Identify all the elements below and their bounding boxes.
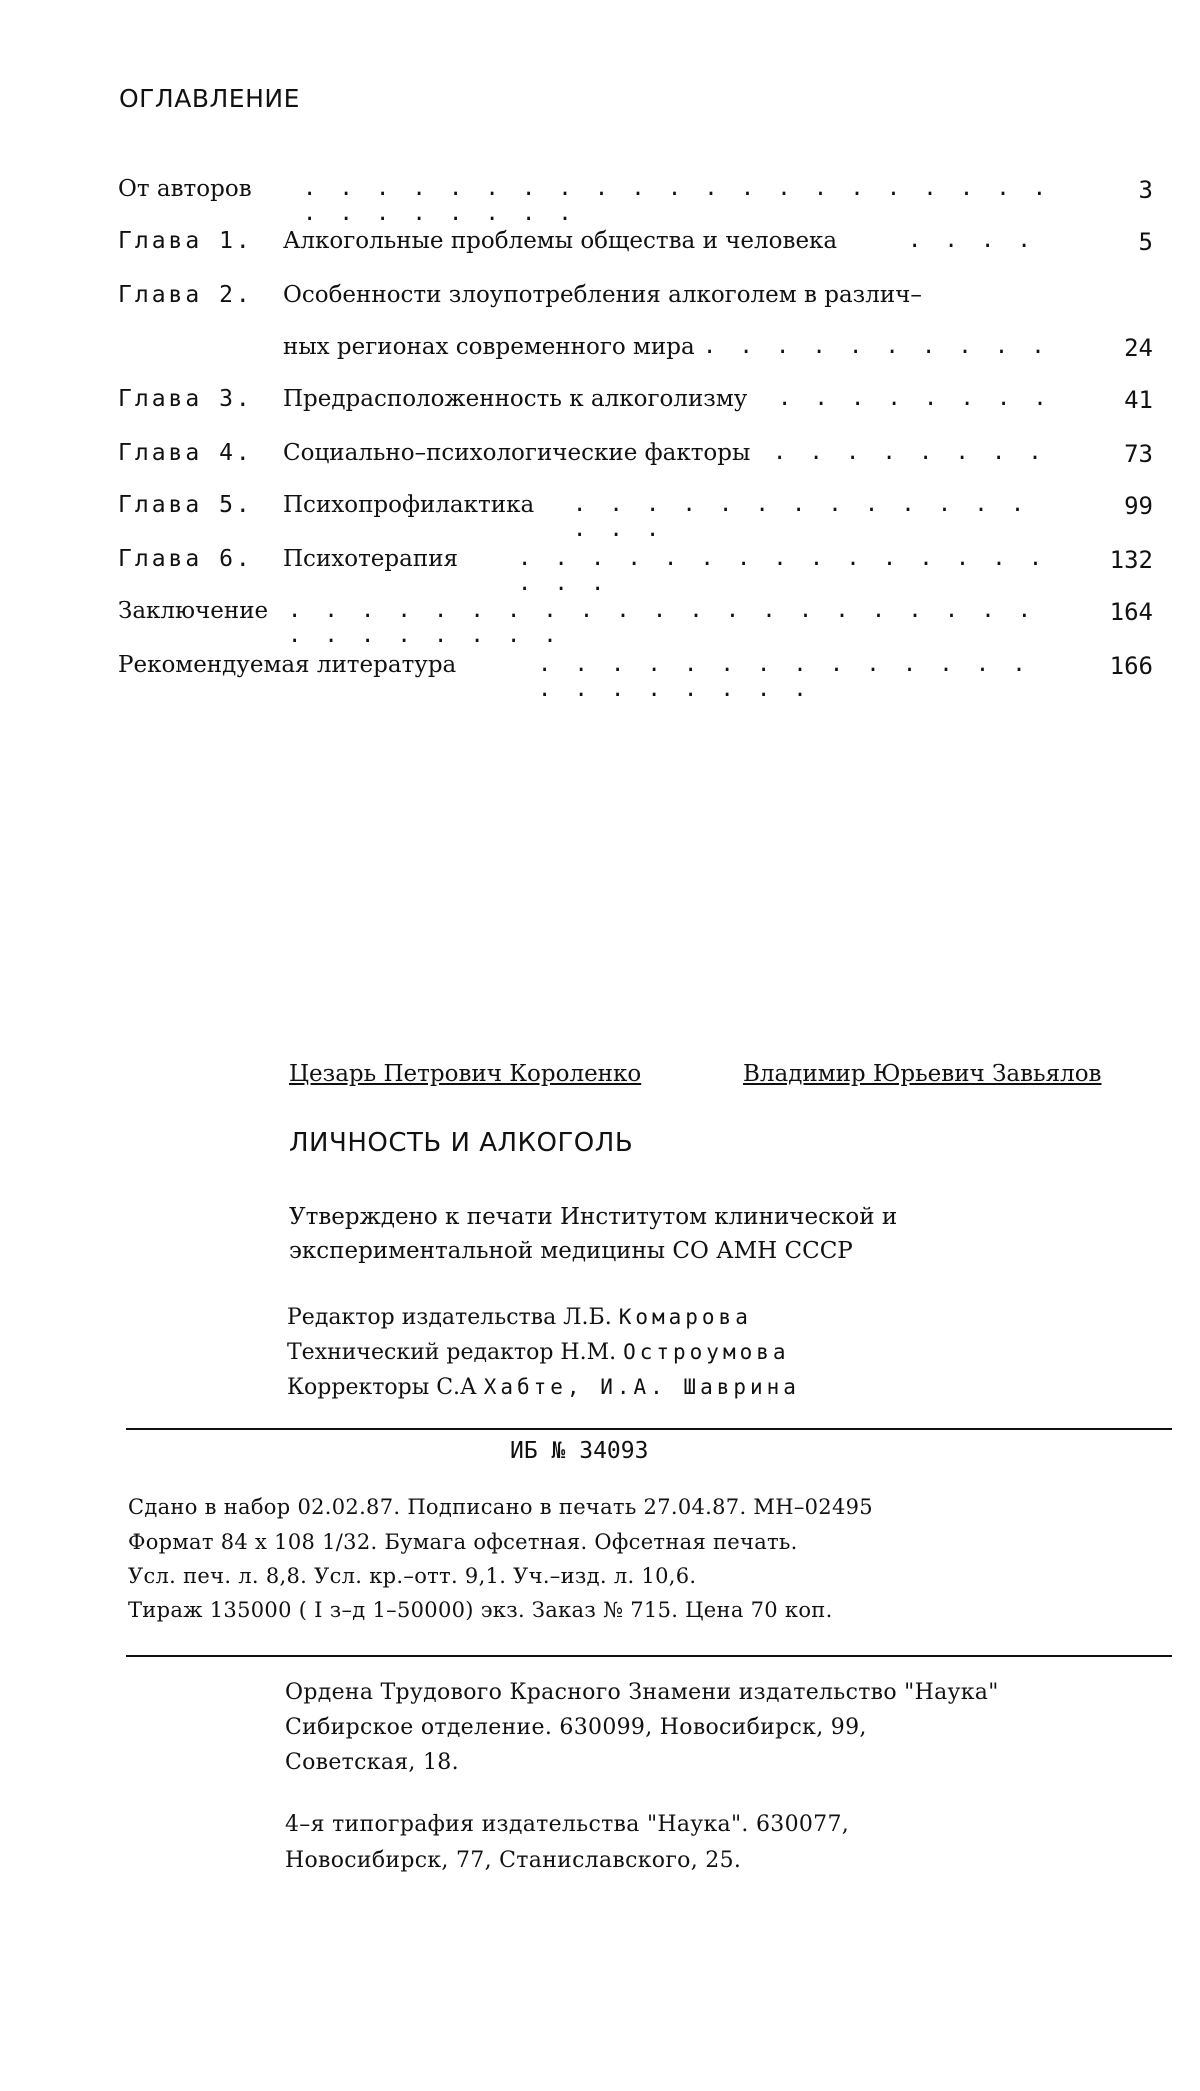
toc-chapter-label: Глава 6.: [118, 546, 253, 572]
toc-entry: [118, 228, 1058, 268]
editor-credit: [287, 1305, 752, 1330]
toc-entry-title: Социально–психологические факторы: [283, 440, 750, 466]
toc-leader: . . . . . . . .: [773, 440, 1058, 465]
toc-page-number: 164: [1073, 598, 1153, 626]
printer-line: 4–я типография издательства "Наука". 630077,: [285, 1812, 849, 1837]
toc-entry-title: Заключение: [118, 598, 268, 624]
divider-top: [126, 1428, 1172, 1430]
tech-editor-name: Остроумова: [623, 1340, 789, 1364]
approval-line: Утверждено к печати Институтом клинической и: [289, 1204, 897, 1230]
publisher-line: Сибирское отделение. 630099, Новосибирск, 99,: [285, 1715, 867, 1740]
toc-entry-title: Особенности злоупотребления алкоголем в различ–: [283, 282, 922, 308]
editor-label: Редактор издательства Л.Б.: [287, 1305, 612, 1330]
toc-entry-title: Рекомендуемая литература: [118, 652, 456, 678]
toc-chapter-label: Глава 5.: [118, 492, 253, 518]
toc-leader: . . . . . . . .: [778, 386, 1058, 411]
correctors-label: Корректоры С.А: [287, 1375, 477, 1400]
toc-entry: [118, 282, 1058, 322]
toc-leader: . . . . . . . . . . . . . . . . . .: [518, 546, 1058, 596]
toc-chapter-label: Глава 3.: [118, 386, 253, 412]
toc-leader: . . . . . . . . . .: [703, 334, 1058, 359]
toc-entry: [118, 546, 1058, 586]
toc-heading: ОГЛАВЛЕНИЕ: [119, 84, 300, 113]
toc-entry-continuation: [118, 334, 1058, 374]
toc-page-number: 132: [1073, 546, 1153, 574]
ib-number: ИБ № 34093: [510, 1438, 648, 1464]
correctors-names: Хабте, И.А. Шаврина: [484, 1375, 800, 1399]
toc-leader: . . . . . . . . . . . . . . . . . . . . . . . . . . . . .: [288, 598, 1058, 648]
toc-leader: . . . . . . . . . . . . . . . . . . . . . . . . . . . . .: [303, 176, 1058, 226]
tech-editor-label: Технический редактор Н.М.: [287, 1340, 616, 1365]
toc-page-number: 3: [1073, 176, 1153, 204]
toc-chapter-label: Глава 4.: [118, 440, 253, 466]
toc-leader: . . . . . . . . . . . . . . . . . . . . . .: [538, 652, 1058, 702]
toc-entry-title: Психотерапия: [283, 546, 458, 572]
toc-entry: [118, 386, 1058, 426]
toc-page-number: 41: [1073, 386, 1153, 414]
toc-entry: [118, 440, 1058, 480]
divider-bottom: [126, 1655, 1172, 1657]
toc-entry: [118, 492, 1058, 532]
toc-entry-title: От авторов: [118, 176, 252, 202]
toc-entry: [118, 652, 1058, 692]
publisher-line: Советская, 18.: [285, 1750, 459, 1775]
toc-entry-title-continued: ных регионах современного мира: [283, 334, 695, 360]
toc-page-number: 24: [1073, 334, 1153, 362]
imprint-line: Формат 84 x 108 1/32. Бумага офсетная. Офсетная печать.: [128, 1530, 798, 1554]
publisher-line: Ордена Трудового Красного Знамени издательство "Наука": [285, 1680, 999, 1705]
imprint-line: Усл. печ. л. 8,8. Усл. кр.–отт. 9,1. Уч.–изд. л. 10,6.: [128, 1564, 696, 1588]
book-title: ЛИЧНОСТЬ И АЛКОГОЛЬ: [289, 1128, 633, 1158]
toc-page-number: 99: [1073, 492, 1153, 520]
imprint-line: Сдано в набор 02.02.87. Подписано в печать 27.04.87. МН–02495: [128, 1495, 873, 1519]
toc-page-number: 166: [1073, 652, 1153, 680]
author-name: Владимир Юрьевич Завьялов: [743, 1061, 1102, 1087]
toc-entry-title: Психопрофилактика: [283, 492, 534, 518]
approval-line: экспериментальной медицины СО АМН СССР: [289, 1238, 853, 1264]
editor-name: Комарова: [619, 1305, 752, 1329]
tech-editor-credit: [287, 1340, 790, 1365]
author-name: Цезарь Петрович Короленко: [289, 1061, 641, 1087]
toc-page-number: 5: [1073, 228, 1153, 256]
imprint-line: Тираж 135000 ( I з–д 1–50000) экз. Заказ № 715. Цена 70 коп.: [128, 1598, 833, 1622]
toc-chapter-label: Глава 2.: [118, 282, 253, 308]
toc-entry-title: Предрасположенность к алкоголизму: [283, 386, 747, 412]
toc-chapter-label: Глава 1.: [118, 228, 253, 254]
toc-page-number: 73: [1073, 440, 1153, 468]
toc-entry: [118, 176, 1058, 216]
toc-leader: . . . . . . . . . . . . . . . .: [573, 492, 1058, 542]
printer-line: Новосибирск, 77, Станиславского, 25.: [285, 1848, 741, 1873]
toc-leader: . . . .: [908, 228, 1058, 253]
correctors-credit: [287, 1375, 800, 1400]
toc-entry: [118, 598, 1058, 638]
toc-entry-title: Алкогольные проблемы общества и человека: [283, 228, 837, 254]
